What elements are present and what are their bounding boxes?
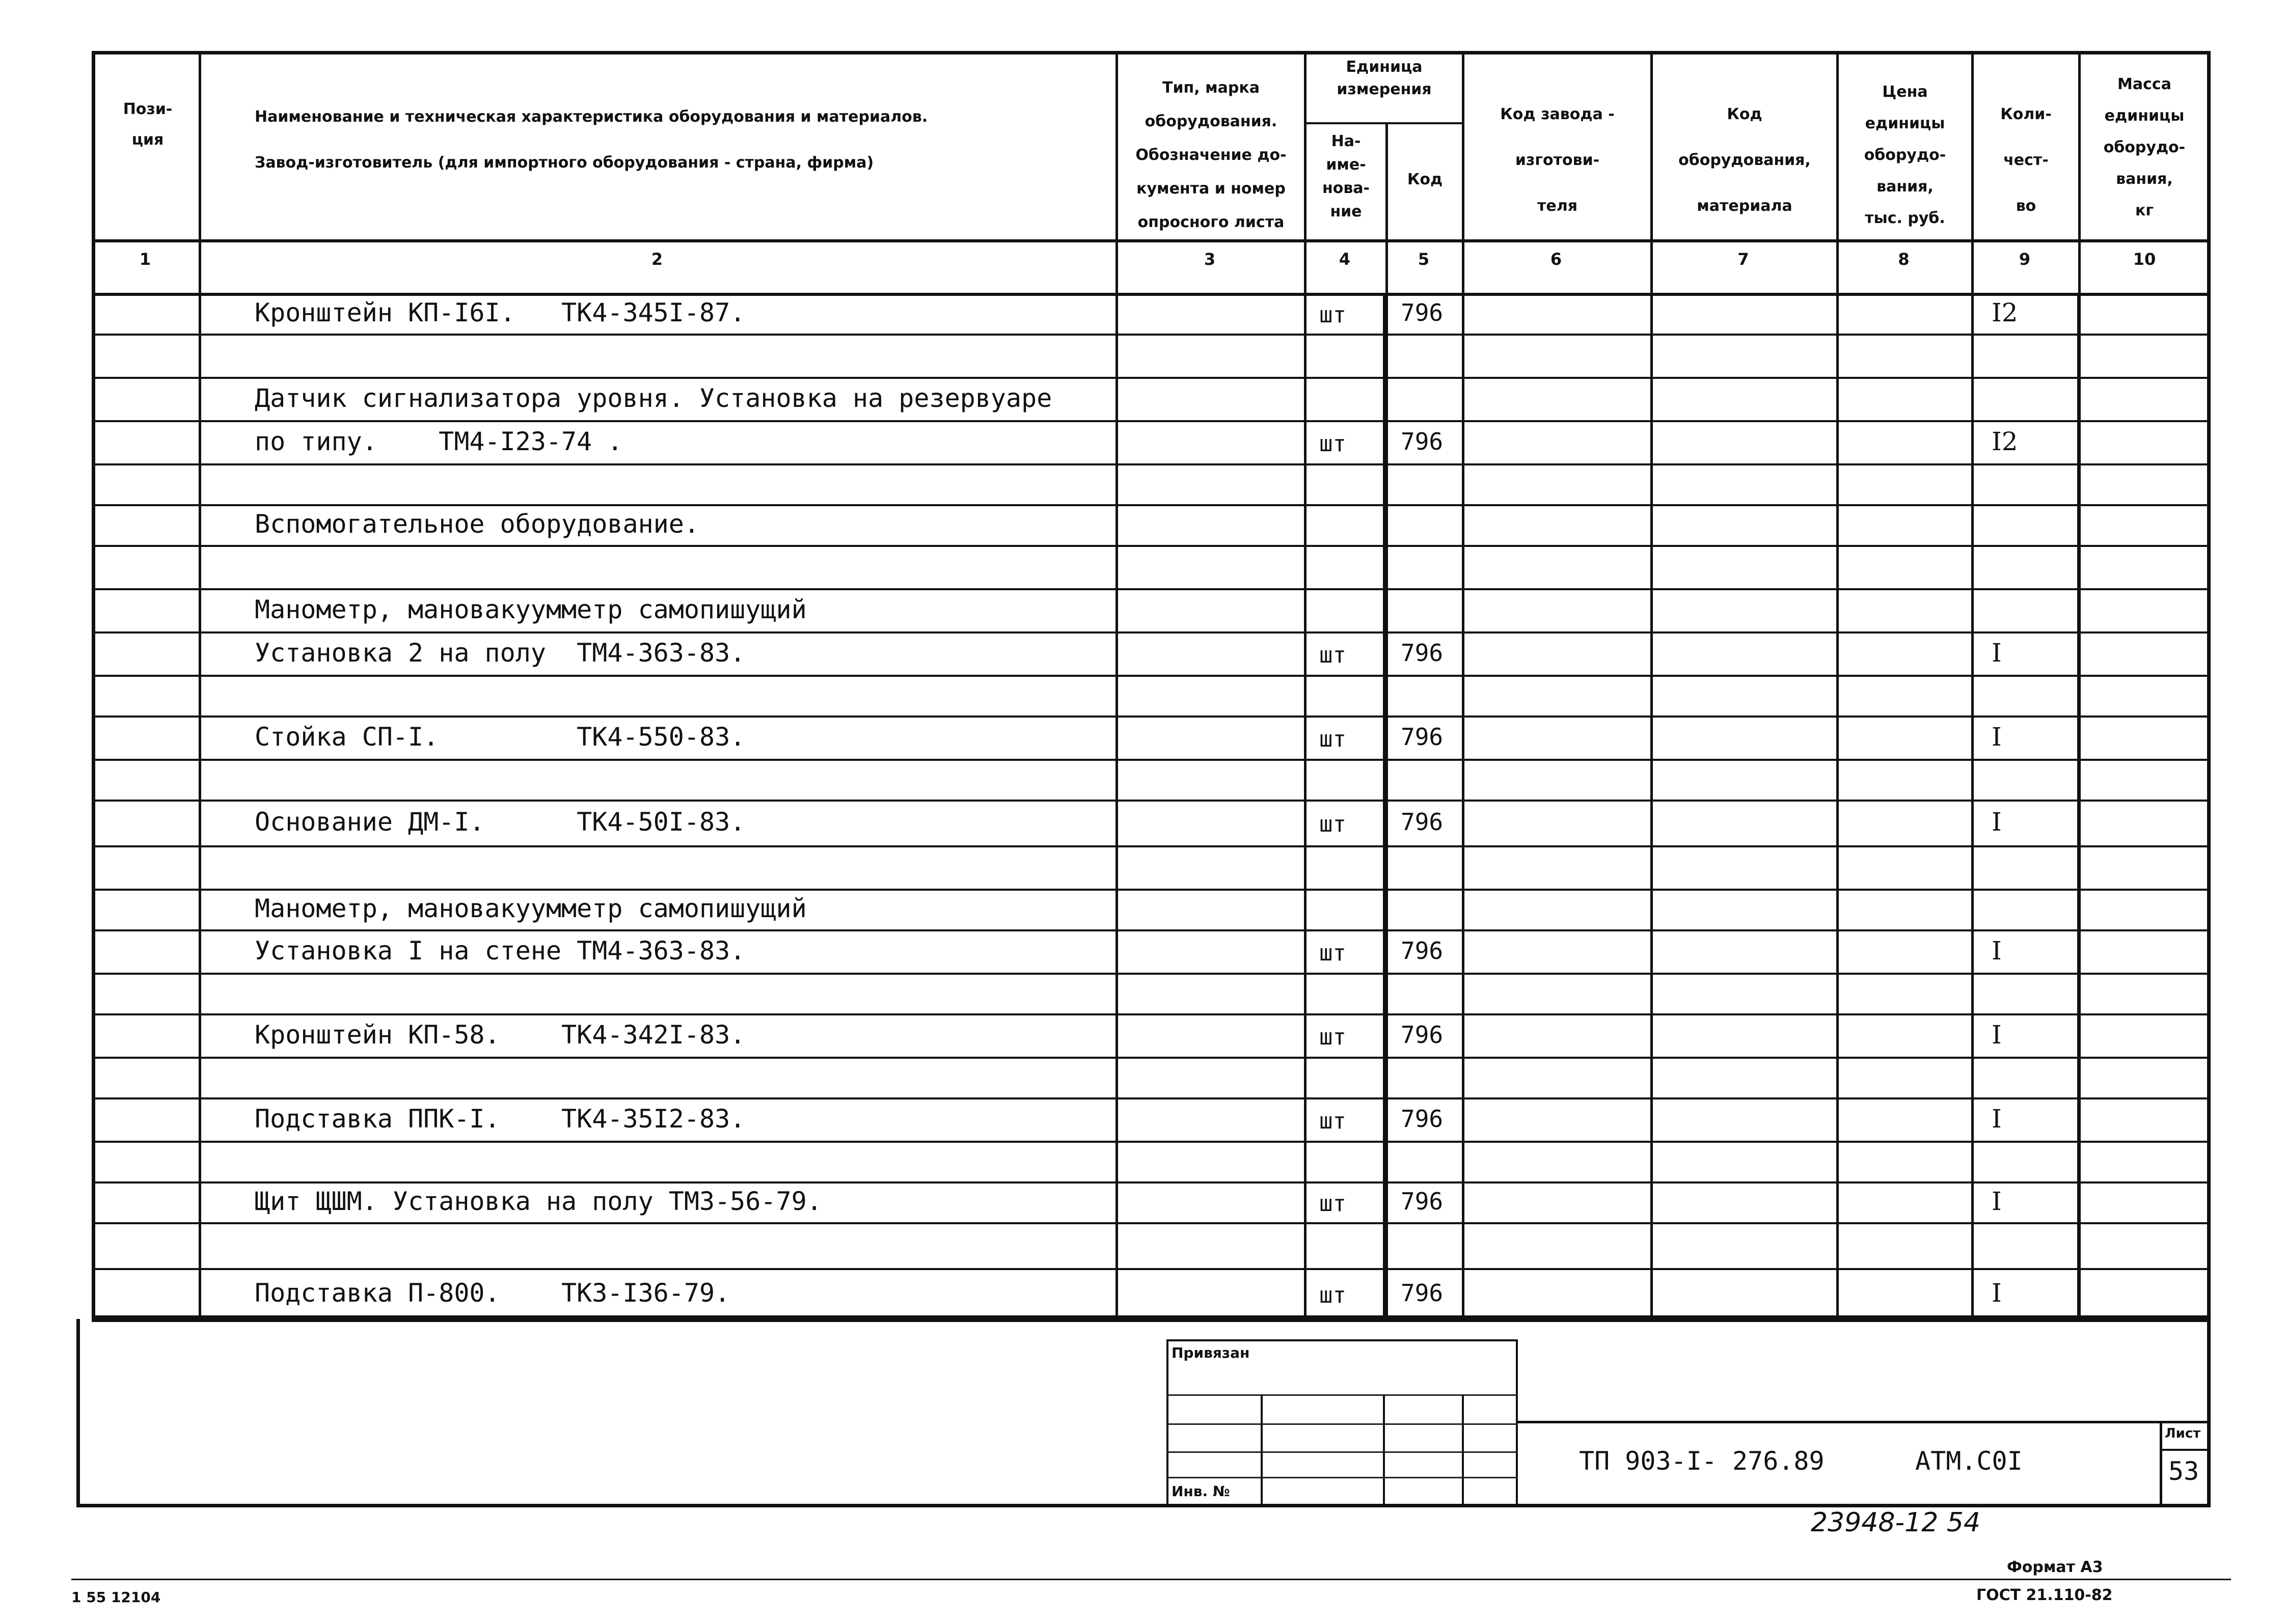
- row-name: Манометр, мановакуумметр самопишущий: [255, 594, 807, 624]
- qty-col-thick-right: [2077, 293, 2080, 1319]
- title-block: [76, 1319, 2211, 1507]
- row-separator: [92, 377, 2211, 379]
- format-label: Формат А3: [2007, 1558, 2103, 1576]
- row-quantity: I: [1992, 722, 2002, 752]
- row-separator: [92, 973, 2211, 975]
- header-name: Наименование и техническая характеристика оборудования и материалов. Завод-изготовитель (для импортного оборудования - страна, фирма): [255, 108, 928, 172]
- row-separator: [92, 1222, 2211, 1224]
- row-separator: [92, 420, 2211, 422]
- row-unit: шт: [1319, 1191, 1346, 1217]
- row-unit-code: 796: [1401, 1105, 1444, 1133]
- row-quantity: I2: [1992, 426, 2018, 456]
- colnum-3: 3: [1204, 250, 1216, 269]
- row-separator: [92, 334, 2211, 336]
- row-separator: [92, 1097, 2211, 1099]
- header-unit-code: Код: [1407, 171, 1443, 188]
- row-quantity: I: [1992, 638, 2002, 668]
- colnum-4: 4: [1339, 250, 1351, 269]
- row-separator: [92, 1268, 2211, 1270]
- binding-vline-1: [1261, 1394, 1263, 1507]
- row-unit-code: 796: [1401, 937, 1444, 965]
- row-unit: шт: [1319, 1282, 1346, 1308]
- code-col-thick-left: [1383, 293, 1386, 1319]
- row-quantity: I: [1992, 1020, 2002, 1050]
- row-unit-code: 796: [1401, 808, 1444, 836]
- row-unit: шт: [1319, 642, 1346, 668]
- row-separator: [92, 1181, 2211, 1183]
- header-quantity: Коли- чест- во: [2000, 105, 2052, 215]
- colnum-1: 1: [139, 250, 151, 269]
- row-separator: [92, 715, 2211, 718]
- sheet-box-divider: [2160, 1449, 2211, 1451]
- binding-label: Привязан: [1172, 1344, 1250, 1361]
- colnum-9: 9: [2019, 250, 2031, 269]
- row-separator: [92, 800, 2211, 802]
- row-separator: [92, 504, 2211, 506]
- colnum-bottom-line: [92, 293, 2211, 296]
- sheet-label: Лист: [2165, 1426, 2201, 1441]
- colnum-6: 6: [1550, 250, 1562, 269]
- header-equipment-code: Код оборудования, материала: [1678, 105, 1811, 215]
- unit-header-divider: [1304, 122, 1462, 124]
- row-name: Кронштейн КП-I6I. ТК4-345I-87.: [255, 298, 746, 327]
- row-unit-code: 796: [1401, 427, 1444, 455]
- header-unit: Единица измерения: [1337, 58, 1432, 98]
- row-name: Манометр, мановакуумметр самопишущий: [255, 894, 807, 923]
- colnum-2: 2: [651, 250, 663, 269]
- row-name: Установка I на стене ТМ4-363-83.: [255, 935, 746, 966]
- header-pos: Пози- ция: [123, 100, 173, 149]
- row-unit: шт: [1319, 1024, 1346, 1050]
- binding-line-1: [1166, 1394, 1518, 1396]
- sheet-number: 53: [2168, 1456, 2199, 1486]
- row-name: Основание ДМ-I. ТК4-50I-83.: [255, 807, 746, 837]
- row-quantity: I: [1992, 807, 2002, 837]
- gost-label: ГОСТ 21.110-82: [1976, 1586, 2113, 1604]
- colnum-8: 8: [1898, 250, 1910, 269]
- row-separator: [92, 1013, 2211, 1015]
- row-unit: шт: [1319, 726, 1346, 752]
- binding-vline-3: [1462, 1394, 1464, 1507]
- row-quantity: I: [1992, 935, 2002, 966]
- row-name: Кронштейн КП-58. ТК4-342I-83.: [255, 1020, 746, 1050]
- row-unit-code: 796: [1401, 1021, 1444, 1049]
- row-quantity: I: [1992, 1278, 2002, 1308]
- row-separator: [92, 845, 2211, 847]
- header-type: Тип, марка оборудования. Обозначение до- кумента и номер опросного листа: [1135, 79, 1287, 231]
- row-unit: шт: [1319, 302, 1346, 328]
- row-name: Щит ЩШМ. Установка на полу ТМ3-56-79.: [255, 1187, 822, 1216]
- row-unit-code: 796: [1401, 1188, 1444, 1215]
- colnum-7: 7: [1737, 250, 1749, 269]
- row-separator: [92, 929, 2211, 931]
- header-mass: Масса единицы оборудо- вания, кг: [2103, 75, 2186, 219]
- colnum-10: 10: [2133, 250, 2156, 269]
- archive-code: 1 55 12104: [71, 1589, 161, 1606]
- binding-line-3: [1166, 1451, 1518, 1453]
- row-separator: [92, 545, 2211, 547]
- document-mark: АТМ.С0I: [1915, 1446, 2023, 1476]
- row-name: Датчик сигнализатора уровня. Установка на резервуаре: [255, 383, 1052, 413]
- row-separator: [92, 631, 2211, 634]
- binding-line-2: [1166, 1423, 1518, 1425]
- row-name: Стойка СП-I. ТК4-550-83.: [255, 722, 746, 752]
- row-separator: [92, 889, 2211, 891]
- row-name: Подставка П-800. ТК3-I36-79.: [255, 1278, 730, 1308]
- row-name: Подставка ППК-I. ТК4-35I2-83.: [255, 1104, 746, 1134]
- handwritten-number: 23948-12 54: [1811, 1507, 1981, 1538]
- row-unit: шт: [1319, 811, 1346, 837]
- row-unit-code: 796: [1401, 723, 1444, 751]
- row-name: Вспомогательное оборудование.: [255, 509, 699, 539]
- row-separator: [92, 675, 2211, 677]
- binding-line-4: [1166, 1477, 1518, 1478]
- row-quantity: I: [1992, 1187, 2002, 1216]
- row-separator: [92, 1057, 2211, 1059]
- row-separator: [92, 463, 2211, 465]
- header-unit-name: На- име- нова- ние: [1322, 132, 1370, 221]
- row-unit-code: 796: [1401, 639, 1444, 667]
- row-name: по типу. ТМ4-I23-74 .: [255, 426, 623, 456]
- row-separator: [92, 588, 2211, 590]
- header-price: Цена единицы оборудо- вания, тыс. руб.: [1864, 83, 1946, 227]
- binding-vline-2: [1383, 1394, 1385, 1507]
- header-factory-code: Код завода - изготови- теля: [1500, 105, 1615, 215]
- row-unit-code: 796: [1401, 1279, 1444, 1307]
- row-quantity: I2: [1992, 298, 2018, 327]
- row-quantity: I: [1992, 1104, 2002, 1134]
- row-unit: шт: [1319, 430, 1346, 457]
- footer-line: [71, 1579, 2231, 1580]
- row-unit-code: 796: [1401, 299, 1444, 326]
- row-name: Установка 2 на полу ТМ4-363-83.: [255, 638, 746, 668]
- colnum-5: 5: [1418, 250, 1430, 269]
- docnum-top-line: [1518, 1421, 2211, 1423]
- row-separator: [92, 759, 2211, 761]
- document-number: ТП 903-I- 276.89: [1579, 1446, 1825, 1476]
- row-unit: шт: [1319, 1108, 1346, 1134]
- header-bottom-line: [92, 239, 2211, 242]
- row-separator: [92, 1141, 2211, 1143]
- inventory-label: Инв. №: [1172, 1483, 1230, 1500]
- row-unit: шт: [1319, 940, 1346, 966]
